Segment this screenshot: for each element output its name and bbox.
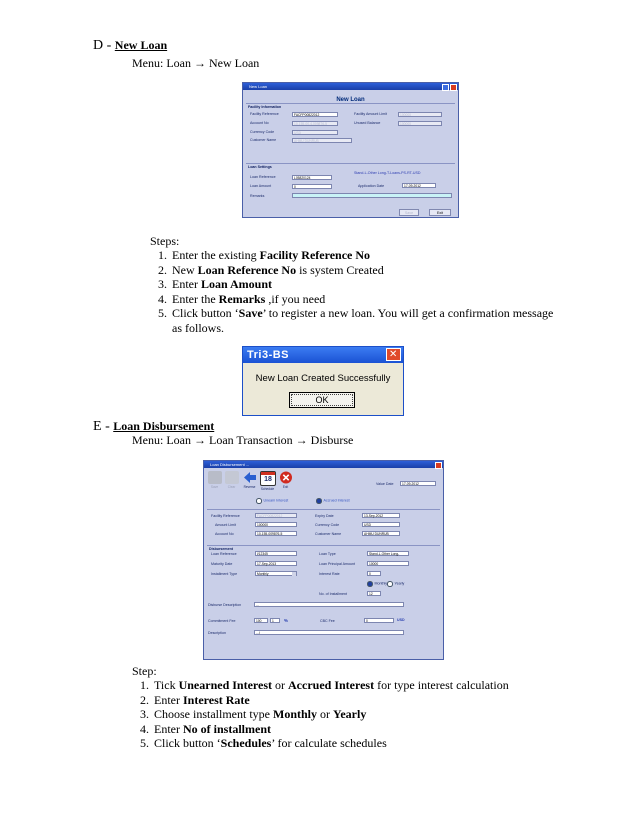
facility-amount-limit-label: Facility Amount Limit [354, 112, 387, 116]
commitment-fee-input[interactable]: 100 [254, 618, 268, 623]
chevron-down-icon [292, 572, 296, 576]
loan-type-label: Loan Type [319, 552, 336, 556]
toolbar-clear-button[interactable]: Clear [224, 471, 239, 489]
facility-amount-limit-field: 100000 [398, 112, 442, 117]
section-d-heading [93, 38, 167, 54]
section-d-letter: D [93, 38, 104, 53]
expiry-date-label: Expiry Date [315, 514, 334, 518]
unused-balance-label: Unused Balance [354, 121, 381, 125]
application-date-label: Application Date [358, 184, 385, 188]
description-input[interactable]: ...I [254, 630, 404, 635]
currency-code-label: Currency Code [315, 523, 340, 527]
value-date-input[interactable]: 17-09-2012 [400, 481, 436, 486]
calendar-day: 18 [264, 476, 272, 483]
customer-name-field: AHMU DUNRUB [292, 138, 352, 143]
list-item: 1. Tick Unearned Interest or Accrued Interest for type interest calculation [152, 678, 570, 693]
percent-sign: % [284, 618, 289, 623]
new-loan-heading: New Loan [336, 97, 365, 103]
interest-rate-input[interactable]: 0 [367, 571, 381, 576]
close-icon[interactable]: ✕ [386, 348, 401, 361]
dialog-title: Tri3-BS [247, 349, 290, 361]
disburse-description-input[interactable]: ... [254, 602, 404, 607]
customer-name-field: AHMU DUNRUB [362, 531, 400, 536]
list-item: 1. Enter the existing Facility Reference No [170, 248, 558, 263]
dialog-message: New Loan Created Successfully [255, 373, 391, 384]
toolbar-schedule-button[interactable]: 18 Schedule [260, 471, 275, 491]
maturity-date-input[interactable]: 17-Sep-2013 [255, 561, 297, 566]
dialog-titlebar [243, 347, 403, 363]
no-installment-input[interactable]: 12 [367, 591, 381, 596]
loan-type-select[interactable]: Stand-L-Other Long- [367, 551, 409, 556]
loan-settings-title: Loan Settings [248, 165, 272, 169]
section-d-menu-path: Menu: Loan → New Loan [132, 56, 260, 70]
list-item: 2. Enter Interest Rate [152, 693, 570, 708]
steps-d-heading: Steps: [150, 234, 180, 248]
yearly-radio[interactable]: Yearly [387, 581, 404, 587]
new-loan-window [242, 82, 459, 218]
ok-button[interactable]: OK [289, 392, 355, 408]
customer-name-label: Customer Name [250, 138, 277, 142]
section-d-title: New Loan [114, 38, 168, 52]
toolbar-save-button[interactable]: Save [207, 471, 222, 489]
loan-reference-label: Loan Reference [211, 552, 237, 556]
disbursement-title: Disbursement [209, 547, 233, 551]
facility-info-group [207, 509, 440, 544]
facility-reference-input[interactable]: FACFP00822012 [292, 112, 338, 117]
remarks-label: Remarks [250, 194, 265, 198]
facility-reference-label: Facility Reference [250, 112, 279, 116]
disburse-window-title: Loan Disbursement ... [210, 462, 250, 467]
account-no-label: Account No [250, 121, 269, 125]
description-label: Description [208, 631, 226, 635]
loan-reference-field: L05820124 [292, 175, 332, 180]
facility-reference-label: Facility Reference [211, 514, 240, 518]
minimize-icon[interactable] [442, 84, 449, 91]
section-e-letter: E [93, 419, 102, 434]
disburse-description-label: Disburse Description [208, 603, 242, 607]
steps-e-heading: Step: [132, 664, 157, 678]
facility-group-title: Facility Information [248, 105, 282, 109]
list-item: 2. New Loan Reference No is system Created [170, 263, 558, 278]
reverse-arrow-icon [243, 471, 257, 484]
radio-icon [316, 498, 322, 504]
unused-balance-field: 100000 [398, 121, 442, 126]
commitment-fee-label: Commitment Fee [208, 619, 236, 623]
expiry-date-field: 13-Sep-2012 [362, 513, 400, 518]
loan-reference-label: Loan Reference [250, 175, 276, 179]
calendar-icon [260, 471, 276, 486]
close-icon[interactable] [435, 462, 442, 469]
save-button[interactable]: Save [399, 209, 419, 216]
new-loan-titlebar [243, 83, 458, 90]
loan-amount-label: Loan Amount [250, 184, 272, 188]
loan-settings-group [246, 163, 455, 206]
cbc-fee-input[interactable]: 0 [364, 618, 394, 623]
monthly-radio[interactable]: Monthly [367, 581, 387, 587]
exit-button[interactable]: Exit [429, 209, 451, 216]
disbursement-group [207, 545, 440, 610]
facility-information-group [246, 103, 455, 159]
installment-type-select[interactable]: Monthly [255, 571, 297, 576]
loan-principal-input[interactable]: 10000 [367, 561, 409, 566]
cbc-fee-label: CBC Fee [320, 619, 335, 623]
value-date-label: Value Date [376, 482, 394, 486]
facility-reference-field: FACFP00822012 [255, 513, 297, 518]
radio-icon [387, 581, 393, 587]
no-installment-label: No. of Installment [319, 592, 347, 596]
new-loan-window-title: New Loan [249, 84, 268, 89]
account-no-label: Account No [215, 532, 234, 536]
maturity-date-label: Maturity Date [211, 562, 233, 566]
cbc-fee-currency: USD [397, 618, 405, 622]
currency-code-field: USD [292, 130, 338, 135]
currency-code-field: USD [362, 522, 400, 527]
loan-principal-label: Loan Principal Amount [319, 562, 355, 566]
amount-limit-label: Amount Limit [215, 523, 236, 527]
save-icon [208, 471, 222, 484]
steps-e-list [130, 678, 570, 751]
interest-rate-label: Interest Rate [319, 572, 340, 576]
commitment-fee-rate-input[interactable]: 1 [270, 618, 280, 623]
amount-limit-field: 100000 [255, 522, 297, 527]
unearned-interest-radio[interactable]: Unearn Interest [256, 498, 288, 504]
section-d-dash: - [106, 38, 112, 53]
section-e-title: Loan Disbursement [113, 419, 215, 433]
loan-type-text: Stand-L-Other Long-T-Loans-PS-RT-USD [354, 171, 421, 175]
radio-icon [256, 498, 262, 504]
loan-disbursement-window [203, 460, 444, 660]
disburse-titlebar [204, 461, 443, 468]
loan-amount-input[interactable]: 0 [292, 184, 332, 189]
remarks-input[interactable] [292, 193, 452, 198]
customer-name-label: Customer Name [315, 532, 342, 536]
list-item: 3. Choose installment type Monthly or Yearly [152, 707, 570, 722]
list-item: 5. Click button ‘Save’ to register a new loan. You will get a confirmation message as follows. [170, 306, 558, 335]
application-date-input[interactable]: 17-09-2012 [402, 183, 436, 188]
confirmation-dialog [242, 346, 404, 416]
list-item: 4. Enter the Remarks ,if you need [170, 292, 558, 307]
clear-icon [225, 471, 239, 484]
section-e-menu-path: Menu: Loan → Loan Transaction → Disburse [132, 433, 354, 447]
list-item: 3. Enter Loan Amount [170, 277, 558, 292]
radio-icon [367, 581, 373, 587]
toolbar-exit-button[interactable]: Exit [278, 471, 293, 489]
section-e-dash: - [105, 419, 110, 434]
exit-icon [279, 471, 293, 484]
toolbar-reverse-button[interactable]: Reverse [242, 471, 257, 489]
account-no-field: 10-155-00-4-009876-5 [292, 121, 338, 126]
steps-d-list [148, 248, 558, 335]
list-item: 4. Enter No of installment [152, 722, 570, 737]
accrued-interest-radio[interactable]: Accrued Interest [316, 498, 350, 504]
list-item: 5. Click button ‘Schedules’ for calculate schedules [152, 736, 570, 751]
installment-type-label: Installment Type [211, 572, 238, 576]
currency-code-label: Currency Code [250, 130, 275, 134]
close-icon[interactable] [450, 84, 457, 91]
loan-reference-input[interactable]: l/12345 [255, 551, 297, 556]
account-no-field: 10-155-009876-5 [255, 531, 297, 536]
